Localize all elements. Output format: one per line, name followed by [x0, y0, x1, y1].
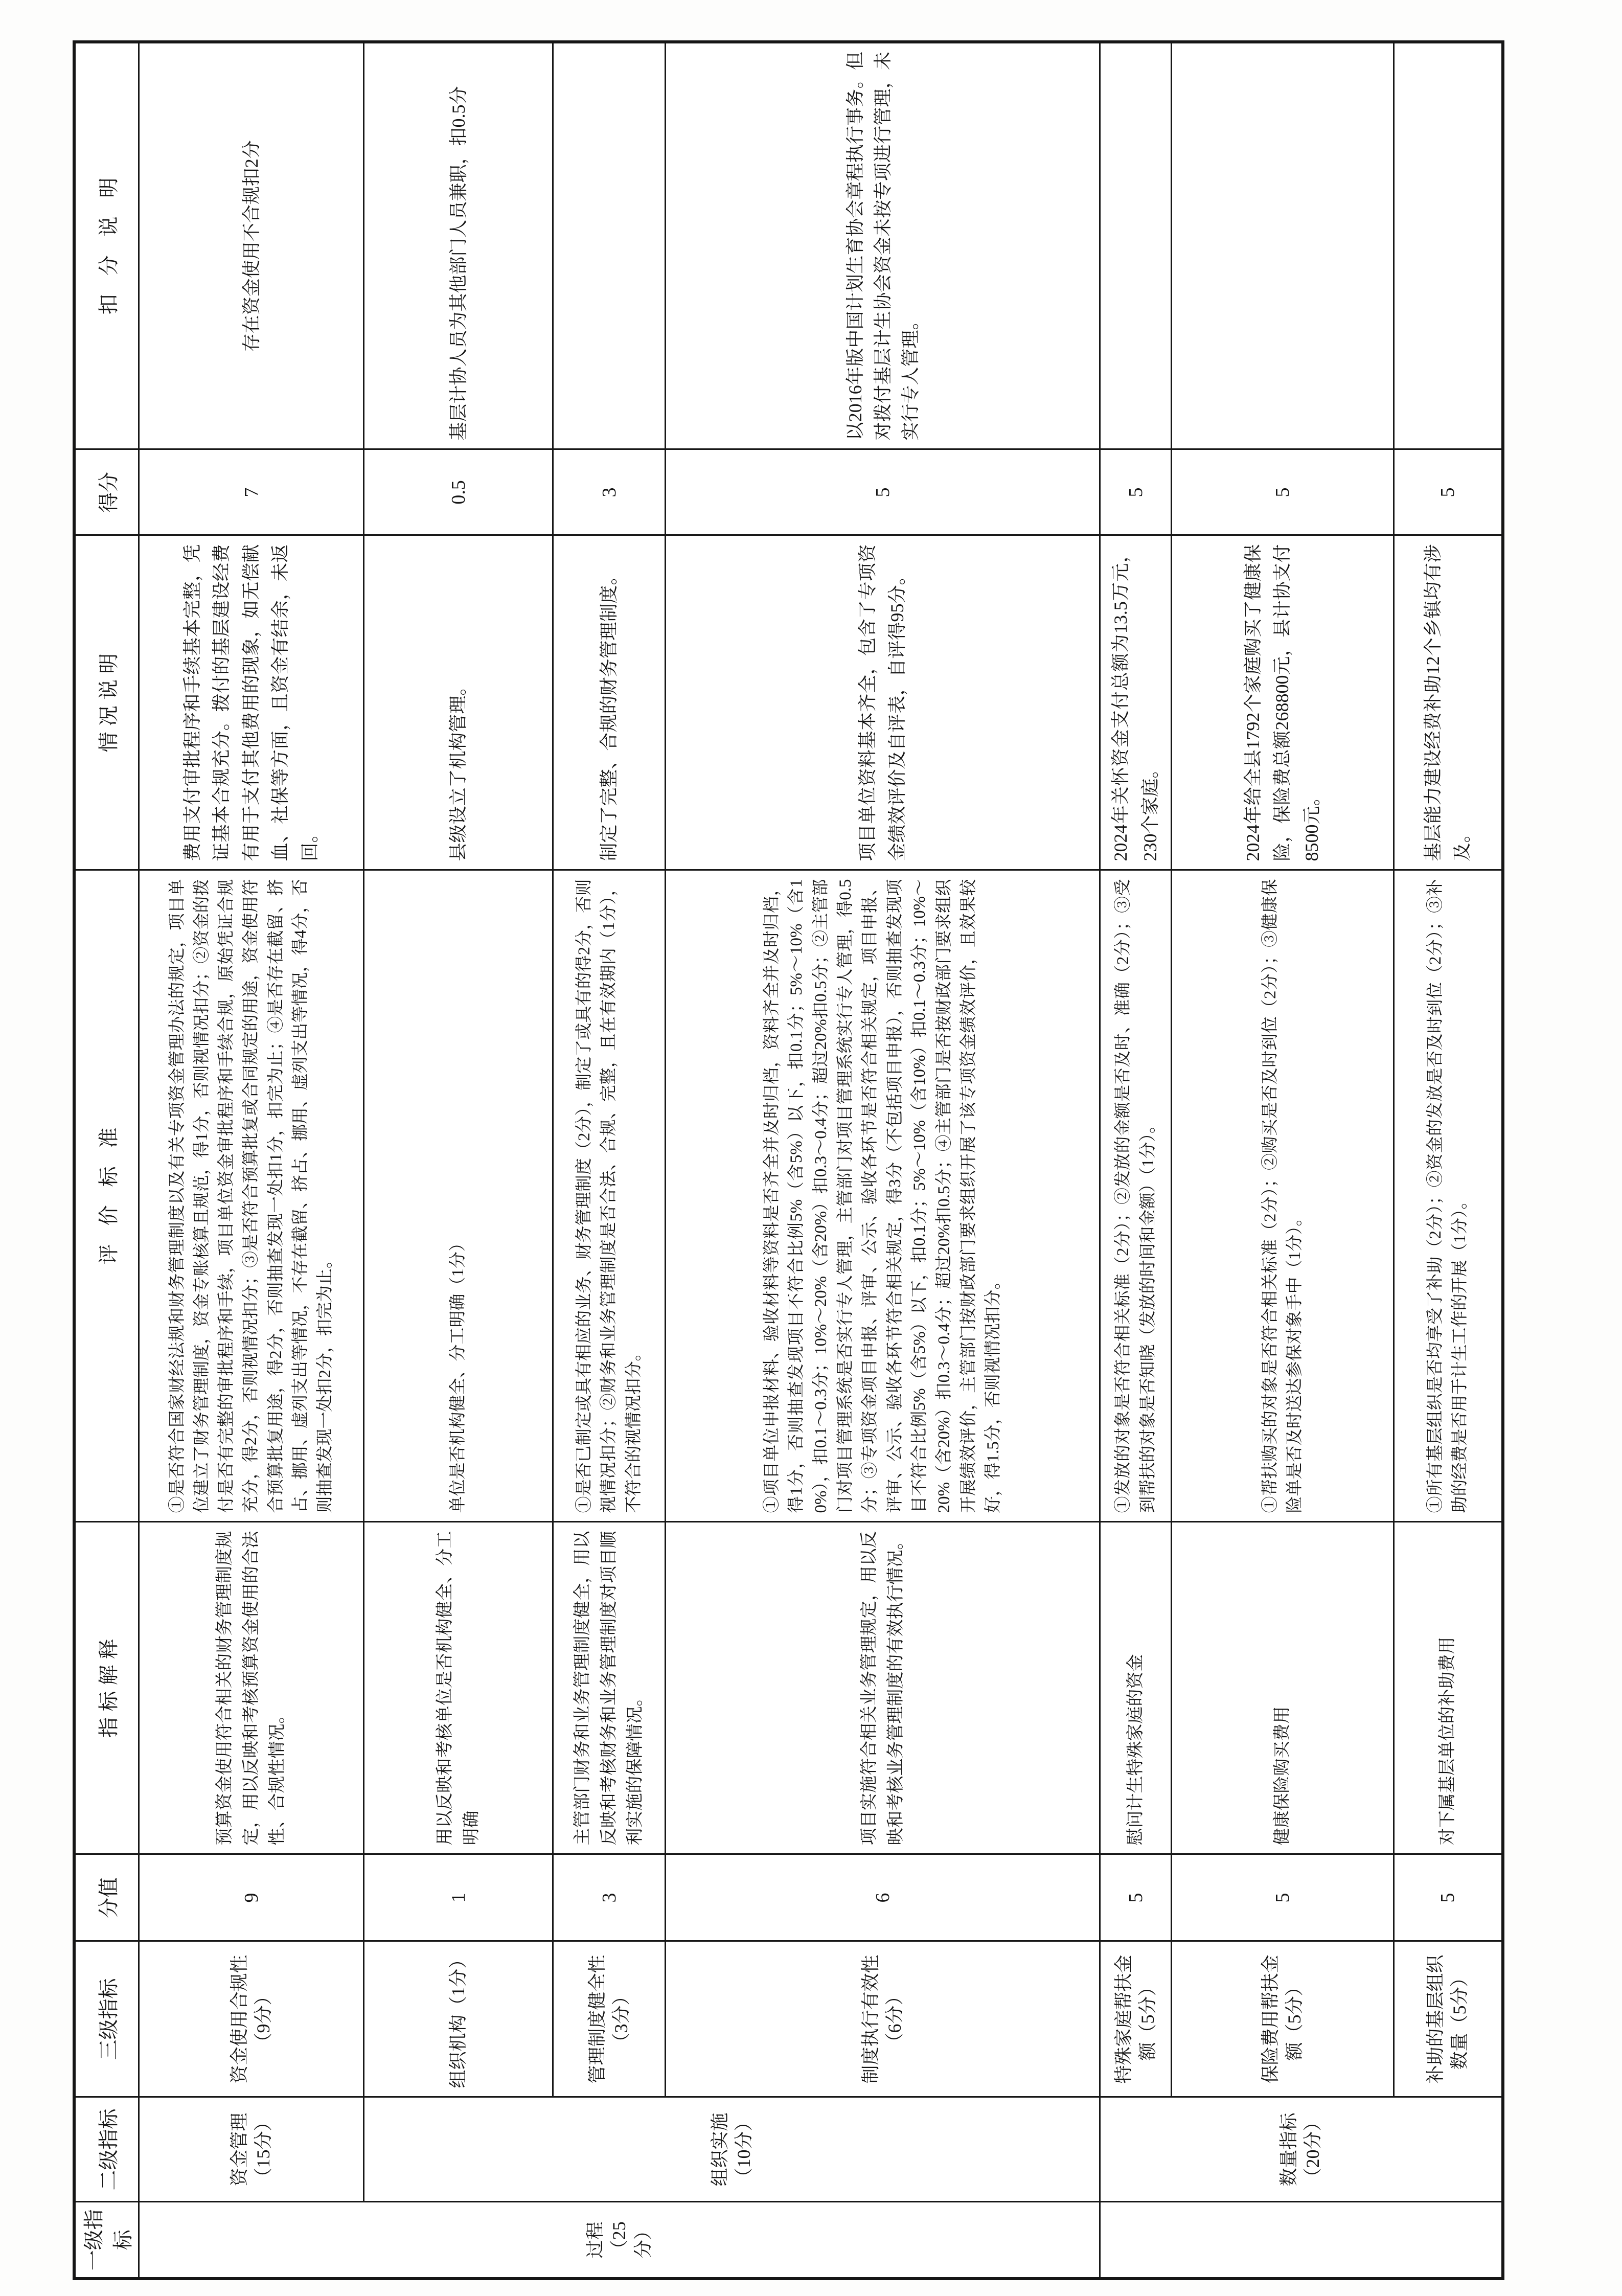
cell-criteria: ①是否已制定或具有相应的业务、财务管理制度（2分），制定了或具有的得2分，否则视情况扣分；②财务和业务管理制度是否合法、合规、完整，且在有效期内（1分），不符合的视情况扣分。 [553, 870, 666, 1522]
cell-explain: 健康保险购买费用 [1172, 1522, 1394, 1854]
cell-criteria: 单位是否机构健全、分工明确（1分） [364, 870, 553, 1522]
cell-level3: 管理制度健全性（3分） [553, 1941, 666, 2097]
cell-score: 7 [139, 449, 364, 535]
cell-situation: 2024年关怀资金支付总额为13.5万元，230个家庭。 [1100, 535, 1172, 870]
cell-level2-quantity: 数量指标（20分） [1100, 2097, 1503, 2202]
header-deduction: 扣分说明 [74, 42, 139, 449]
cell-points: 5 [1100, 1854, 1172, 1941]
header-criteria: 评价标准 [74, 870, 139, 1522]
cell-level2-org-impl: 组织实施（10分） [364, 2097, 1100, 2202]
cell-explain: 对下属基层单位的补助费用 [1394, 1522, 1503, 1854]
cell-points: 6 [666, 1854, 1100, 1941]
cell-level3: 补助的基层组织数量（5分） [1394, 1941, 1503, 2097]
table-row [139, 42, 364, 2279]
cell-level3: 制度执行有效性（6分） [666, 1941, 1100, 2097]
cell-level1-process: 过程（25分） [139, 2202, 1100, 2279]
cell-points: 9 [139, 1854, 364, 1941]
cell-deduction: 基层计协人员为其他部门人员兼职，扣0.5分 [364, 42, 553, 449]
cell-situation: 制定了完整、合规的财务管理制度。 [553, 535, 666, 870]
cell-deduction: 以2016年版中国计划生育协会章程执行事务。但对拨付基层计生协会资金未按专项进行管理，未实行专人管理。 [666, 42, 1100, 449]
cell-criteria: ①所有基层组织是否均享受了补助（2分）；②资金的发放是否及时到位（2分）；③补助的经费是否用于计生工作的开展（1分）。 [1394, 870, 1503, 1522]
cell-criteria: ①帮扶购买的对象是否符合相关标准（2分）；②购买是否及时到位（2分）；③健康保险单是否及时送达参保对象手中（1分）。 [1172, 870, 1394, 1522]
header-level3: 三级指标 [74, 1941, 139, 2097]
cell-explain: 慰问计生特殊家庭的资金 [1100, 1522, 1172, 1854]
cell-score: 5 [666, 449, 1100, 535]
evaluation-table [73, 40, 1504, 2280]
cell-explain: 预算资金使用符合相关的财务管理制度规定，用以反映和考核预算资金使用的合法性、合规性情况。 [139, 1522, 364, 1854]
cell-criteria: ①是否符合国家财经法规和财务管理制度以及有关专项资金管理办法的规定，项目单位建立了财务管理制度，资金专账核算且规范，得1分，否则视情况扣分；②资金的拨付是否有完整的审批程序和手续，项目单位资金审批程序和手续合规，原始凭证合规充分，得2分，否则视情况扣分；③是否符合预算批复或合同规定的用途，资金使用符合预算批复用途，得2分，否则抽查发现一处扣1分，扣完为止；④是否存在截留、挤占、挪用、虚列支出等情况，不存在截留、挤占、挪用、虚列支出等情况，得4分，否则抽查发现一处扣2分，扣完为止。 [139, 870, 364, 1522]
header-level2: 二级指标 [74, 2097, 139, 2202]
header-score: 得分 [74, 449, 139, 535]
cell-deduction [1172, 42, 1394, 449]
cell-points: 1 [364, 1854, 553, 1941]
table-row [553, 42, 666, 2279]
cell-situation: 2024年给全县1792个家庭购买了健康保险，保险费总额268800元，县计协支付8500元。 [1172, 535, 1394, 870]
cell-level1-blank [1100, 2202, 1503, 2279]
cell-score: 3 [553, 449, 666, 535]
header-points: 分值 [74, 1854, 139, 1941]
rotated-evaluation-table [73, 43, 1493, 2280]
cell-criteria: ①发放的对象是否符合相关标准（2分）；②发放的金额是否及时、准确（2分）；③受到帮扶的对象是否知晓（发放的时间和金额）（1分）。 [1100, 870, 1172, 1522]
cell-explain: 用以反映和考核单位是否机构健全、分工明确 [364, 1522, 553, 1854]
cell-level3: 特殊家庭帮扶金额（5分） [1100, 1941, 1172, 2097]
cell-level3: 资金使用合规性（9分） [139, 1941, 364, 2097]
cell-criteria: ①项目单位申报材料、验收材料等资料是否齐全并及时归档，资料齐全并及时归档，得1分，否则抽查发现项目不符合比例5%（含5%）以下，扣0.1分；5%～10%（含10%），扣0.1～0.3分；10%～20%（含20%）扣0.3～0.4分；超过20%扣0.5分；②主管部门对项目管理系统是否实行专人管理，主管部门对项目管理系统实行专人管理，得0.5分；③专项资金项目申报、评审、公示、验收各环节是否符合相关规定，项目申报、评审、公示、验收各环节符合相关规定，得3分（不包括项目申报），否则抽查发现项目不符合比例5%（含5%）以下，扣0.1分；5%～10%（含10%）扣0.1～0.3分；10%～20%（含20%）扣0.3～0.4分；超过20%扣0.5分；④主管部门是否按财政部门要求组织开展绩效评价，主管部门按财政部门要求组织开展了该专项资金绩效评价，且效果较好，得1.5分，否则视情况扣分。 [666, 870, 1100, 1522]
cell-explain: 项目实施符合相关业务管理规定，用以反映和考核业务管理制度的有效执行情况。 [666, 1522, 1100, 1854]
header-row [74, 42, 139, 2279]
cell-score: 5 [1394, 449, 1503, 535]
cell-deduction [1100, 42, 1172, 449]
cell-deduction [1394, 42, 1503, 449]
cell-points: 5 [1172, 1854, 1394, 1941]
cell-score: 5 [1100, 449, 1172, 535]
header-situation: 情况说明 [74, 535, 139, 870]
cell-score: 5 [1172, 449, 1394, 535]
cell-situation: 费用支付审批程序和手续基本完整，凭证基本合规充分。拨付的基层建设经费有用于支付其他费用的现象，如无偿献血、社保等方面，且资金有结余，未返回。 [139, 535, 364, 870]
table-row [1394, 42, 1503, 2279]
cell-points: 5 [1394, 1854, 1503, 1941]
cell-situation: 县级设立了机构管理。 [364, 535, 553, 870]
cell-level2-fund-mgmt: 资金管理（15分） [139, 2097, 364, 2202]
cell-situation: 项目单位资料基本齐全，包含了专项资金绩效评价及自评表，自评得95分。 [666, 535, 1100, 870]
header-explain: 指标解释 [74, 1522, 139, 1854]
table-row [666, 42, 1100, 2279]
cell-deduction: 存在资金使用不合规扣2分 [139, 42, 364, 449]
cell-explain: 主管部门财务和业务管理制度健全，用以反映和考核财务和业务管理制度对项目顺利实施的保障情况。 [553, 1522, 666, 1854]
table-row [1172, 42, 1394, 2279]
cell-level3: 组织机构（1分） [364, 1941, 553, 2097]
header-level1: 一级指标 [74, 2202, 139, 2279]
table-row [364, 42, 553, 2279]
cell-level3: 保险费用帮扶金额（5分） [1172, 1941, 1394, 2097]
cell-deduction [553, 42, 666, 449]
cell-points: 3 [553, 1854, 666, 1941]
cell-score: 0.5 [364, 449, 553, 535]
table-row [1100, 42, 1172, 2279]
cell-situation: 基层能力建设经费补助12个乡镇均有涉及。 [1394, 535, 1503, 870]
